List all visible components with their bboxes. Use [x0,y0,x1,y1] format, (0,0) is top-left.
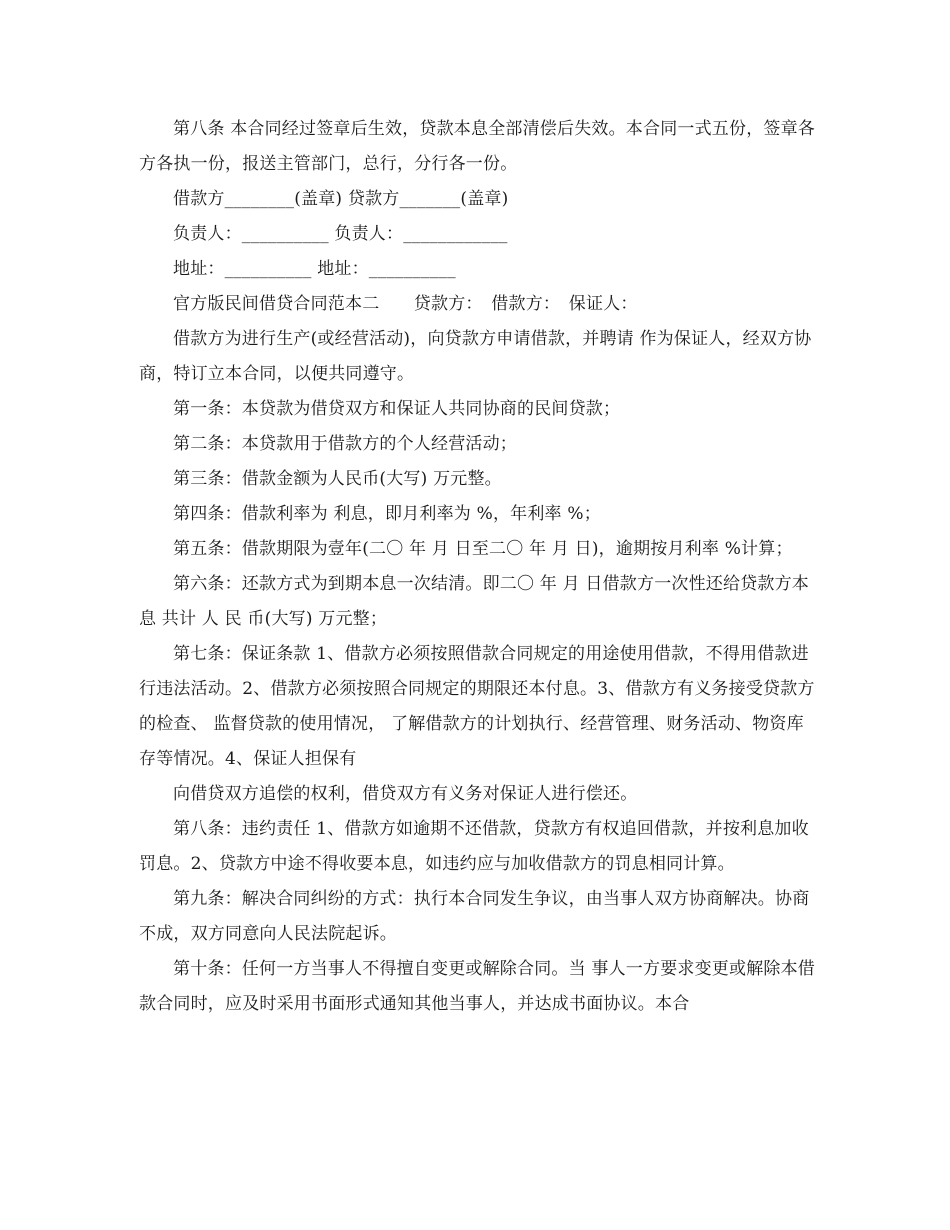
paragraph-addresses: 地址：__________ 地址：__________ [173,259,456,279]
paragraph-template-two-title: 官方版民间借贷合同范本二 贷款方： 借款方： 保证人： [173,294,638,314]
paragraph-article-4: 第四条：借款利率为 利息，即月利率为 %，年利率 %； [173,504,601,524]
paragraph-responsible-persons: 负责人：__________ 负责人：____________ [173,224,508,244]
paragraph-article-8-liability: 第八条：违约责任 1、借款方如逾期不还借款，贷款方有权追回借款，并按利息加收罚息。2、贷款方中途不得收要本息，如违约应与加收借款方的罚息相同计算。 [139,819,809,874]
paragraph-article-5: 第五条：借款期限为壹年(二〇 年 月 日至二〇 年 月 日)，逾期按月利率 %计算； [173,539,793,559]
paragraph-article-10: 第十条：任何一方当事人不得擅自变更或解除合同。当 事人一方要求变更或解除本借款合同时，应及时采用书面形式通知其他当事人，并达成书面协议。本合 [139,959,816,1014]
paragraph-signature-seals: 借款方________(盖章) 贷款方_______(盖章) [173,189,509,209]
document-body [139,112,819,1022]
paragraph-article-9: 第九条：解决合同纠纷的方式：执行本合同发生争议，由当事人双方协商解决。协商不成，双方同意向人民法院起诉。 [139,889,810,944]
paragraph-article-3: 第三条：借款金额为人民币(大写) 万元整。 [173,469,502,489]
paragraph-article-6: 第六条：还款方式为到期本息一次结清。即二〇 年 月 日借款方一次性还给贷款方本息 共计 人 民 币(大写) 万元整； [139,574,810,629]
paragraph-preamble: 借款方为进行生产(或经营活动)，向贷款方申请借款，并聘请 作为保证人，经双方协商，特订立本合同，以便共同遵守。 [139,329,812,384]
paragraph-article-2: 第二条：本贷款用于借款方的个人经营活动； [173,434,517,454]
paragraph-article-1: 第一条：本贷款为借贷双方和保证人共同协商的民间贷款； [173,399,621,419]
paragraph-article-8-validity: 第八条 本合同经过签章后生效，贷款本息全部清偿后失效。本合同一式五份，签章各方各执一份，报送主管部门，总行，分行各一份。 [139,119,816,174]
paragraph-guarantor-rights: 向借贷双方追偿的权利，借贷双方有义务对保证人进行偿还。 [173,784,638,804]
paragraph-article-7: 第七条：保证条款 1、借款方必须按照借款合同规定的用途使用借款，不得用借款进行违法活动。2、借款方必须按照合同规定的期限还本付息。3、借款方有义务接受贷款方的检查、 监督贷款的使用情况， 了解借款方的计划执行、经营管理、财务活动、物资库存等情况。4、保证人担保有 [139,644,815,769]
